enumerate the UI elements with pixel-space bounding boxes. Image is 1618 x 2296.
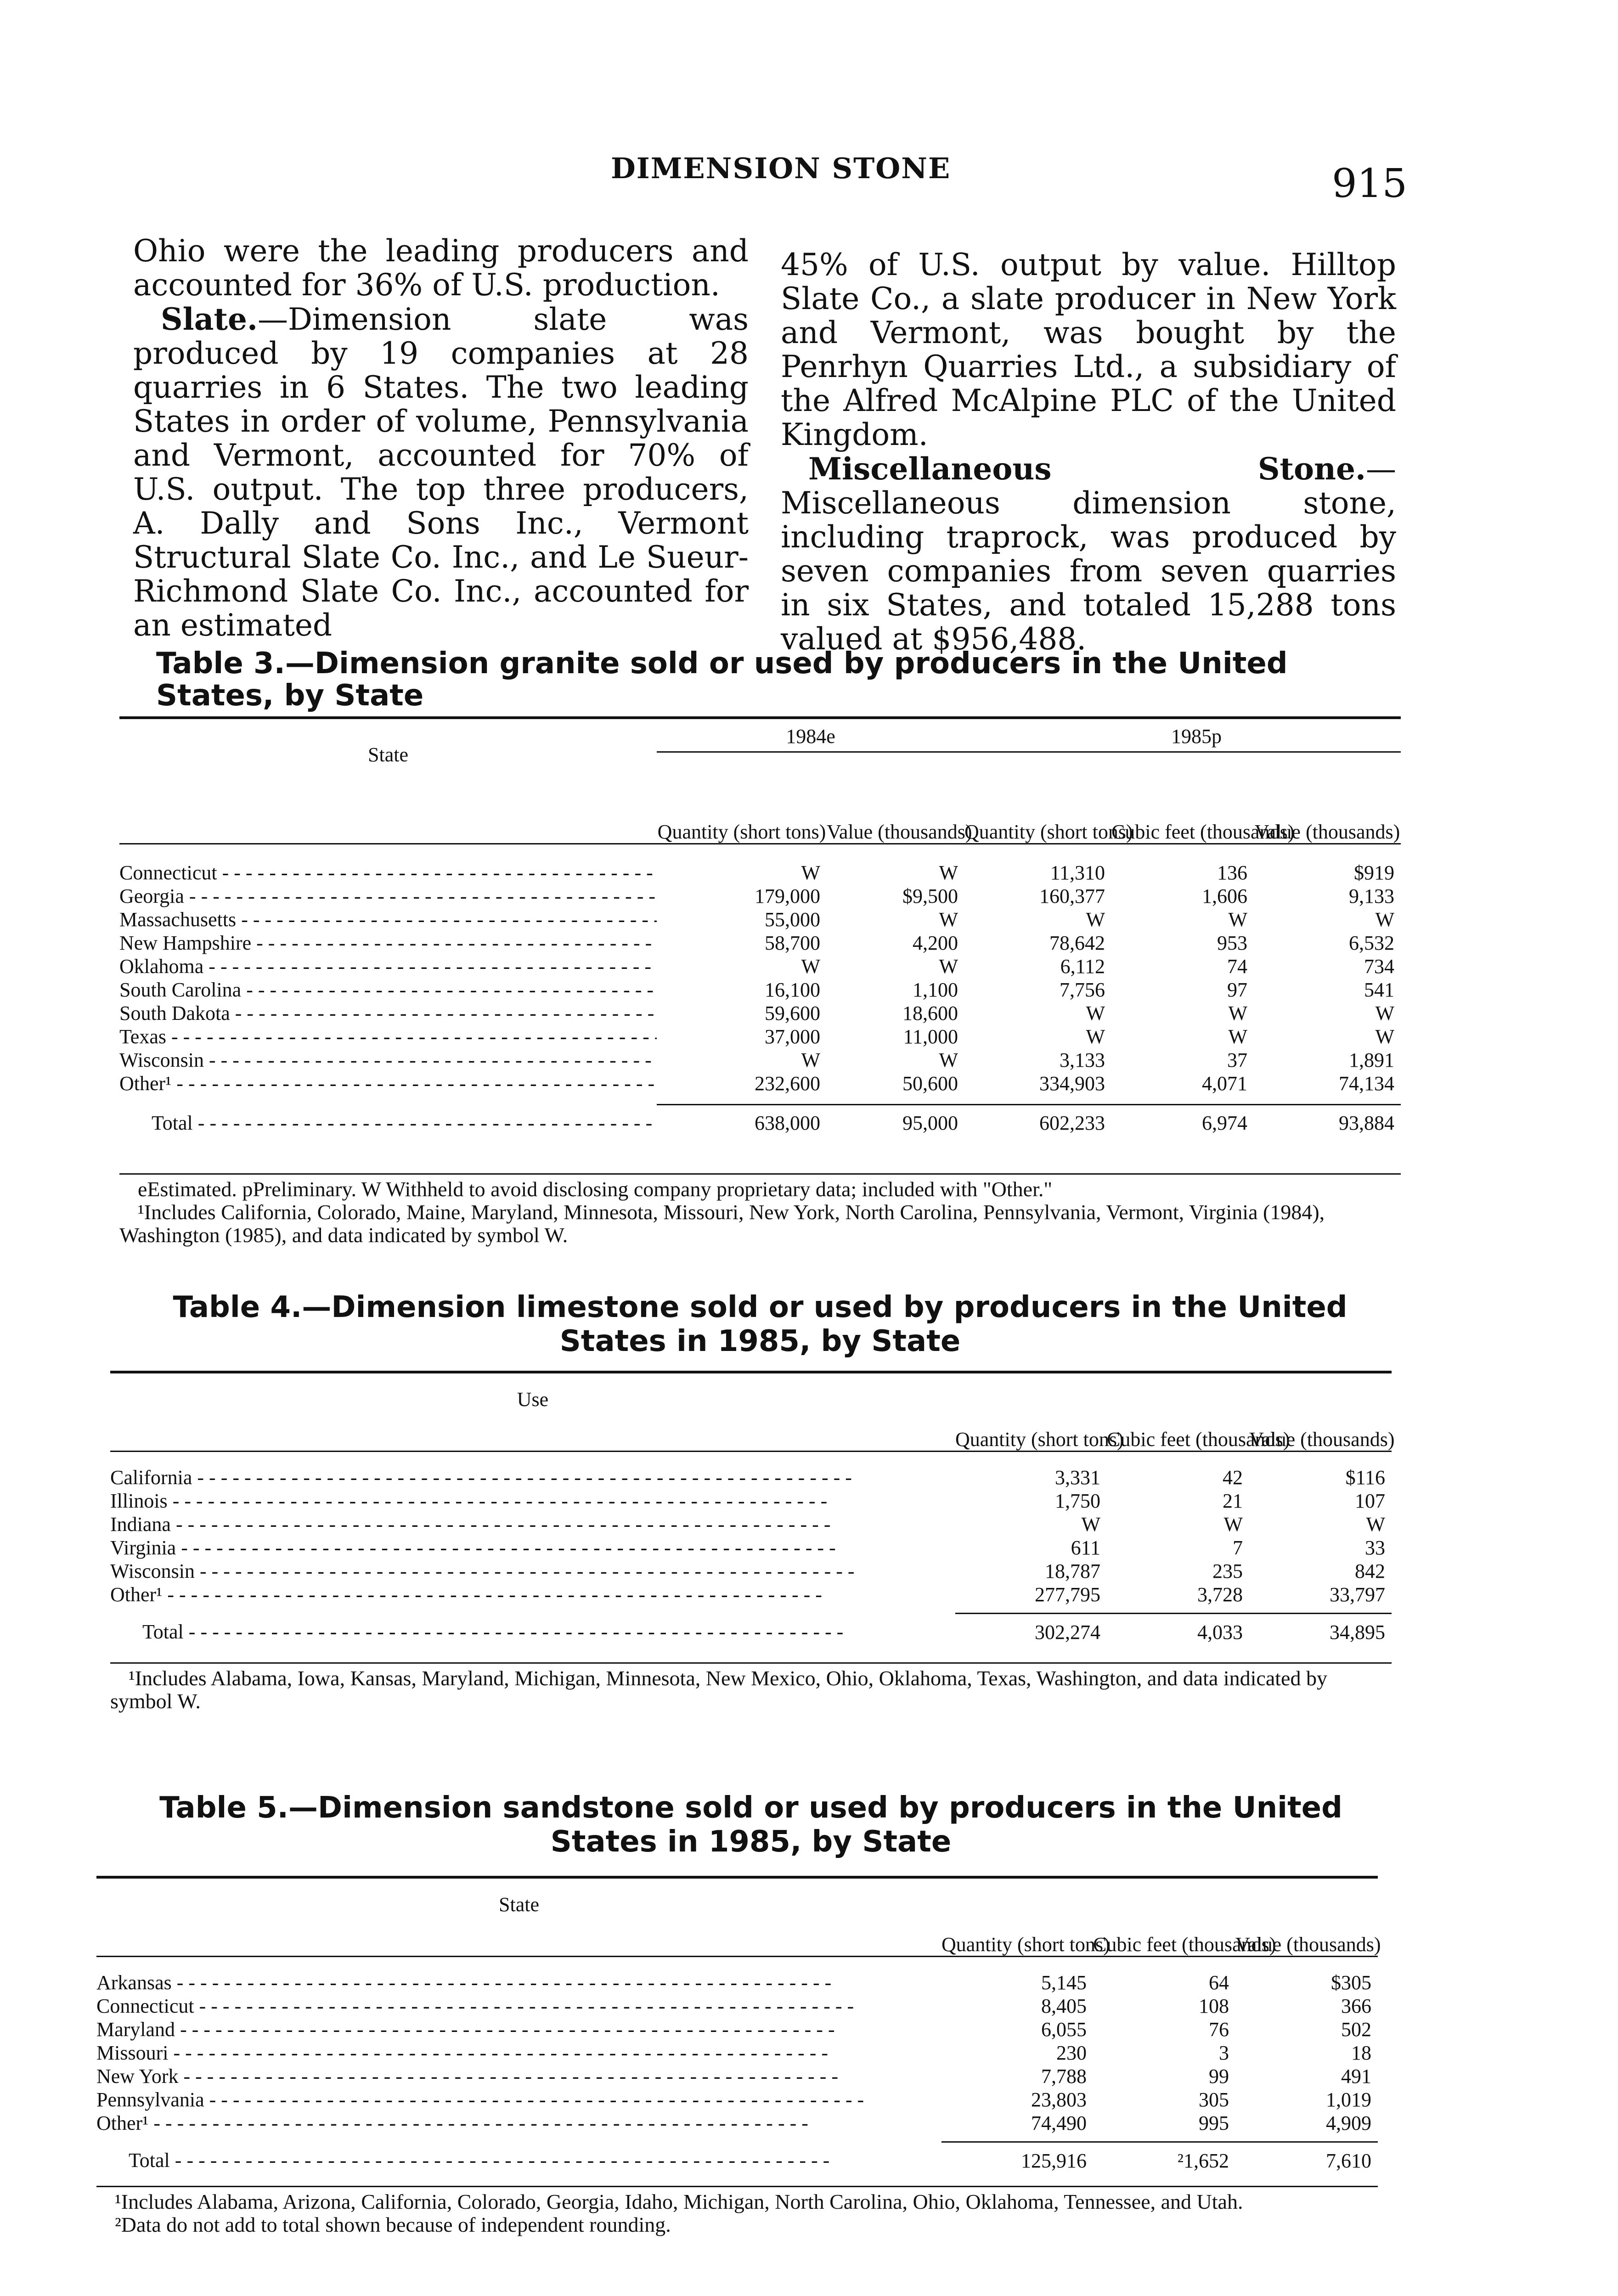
table3-footnote: eEstimated. pPreliminary. W Withheld to avoid disclosing company proprietary data; included with "Other." (138, 1177, 1053, 1201)
table3-label-cell (119, 931, 657, 955)
table4-cell: 1,750 (1055, 1489, 1100, 1512)
table3-cell: 74,134 (1339, 1072, 1395, 1095)
table5-cell: 8,405 (1041, 1994, 1087, 2017)
table4-row-label: Other¹ - - - (110, 1583, 822, 1606)
table3-footnote: ¹Includes California, Colorado, Maine, Maryland, Minnesota, Missouri, New York, North Carolina, Pennsylvania, Vermont, Virginia (1984), Washington (1985), and data indicated by symbol W. (119, 1200, 1325, 1247)
table4-label-cell (110, 1513, 955, 1536)
table3-total-label: Total - - - (152, 1112, 657, 1134)
table4-col-quantity: Quantity (short tons) (955, 1428, 1124, 1451)
table3-cell: 18,600 (902, 1002, 958, 1024)
table4-label-cell (110, 1466, 955, 1489)
table4-cell: 107 (1355, 1489, 1385, 1512)
table3-cell: 78,642 (1049, 932, 1105, 954)
misc-text: —Miscellaneous dimension stone, including traprock, was produced by seven companies from seven quarries in six States, and totaled 15,288 tons valued at $956,488. (781, 451, 1396, 657)
table3-cell: 232,600 (755, 1072, 820, 1095)
table3-cell: W (1228, 908, 1247, 931)
table3-cell: 50,600 (902, 1072, 958, 1095)
table3-cell: 1,100 (913, 979, 958, 1001)
table3-row-label: Texas - - - (119, 1025, 657, 1048)
table4-cell: W (1081, 1513, 1100, 1536)
table3-cell: W (1228, 1002, 1247, 1024)
table5-label-cell (96, 2088, 941, 2111)
table4-total-cell: 302,274 (1035, 1621, 1100, 1643)
slate-heading: Slate. (161, 301, 258, 337)
table3-col-cubic-1985: Cubic feet (thousands) (1111, 821, 1295, 843)
table5-total-cell: ²1,652 (1177, 2149, 1229, 2172)
table5-row (96, 2018, 1378, 2041)
table5-footnotes (96, 2190, 1378, 2236)
table5-row (96, 2088, 1378, 2111)
table5 (96, 1887, 1381, 2179)
table3-cell: W (1228, 1025, 1247, 1048)
slate-text: —Dimension slate was produced by 19 companies at 28 quarries in 6 States. The two leading States in order of volume, Pennsylvania and Vermont, accounted for 70% of U.S. output. The top three producers, A. Dally and Sons Inc., Vermont Structural Slate Co. Inc., and Le Sueur-Richmond Slate Co. Inc., accounted for an estimated (133, 302, 749, 643)
right-column (781, 248, 1396, 656)
table4-row-label: California - - - (110, 1466, 852, 1489)
table5-cell: 23,803 (1031, 2088, 1087, 2111)
table5-cell: 3 (1219, 2041, 1229, 2064)
table4-label-cell (110, 1583, 955, 1606)
table5-cell: 305 (1199, 2088, 1229, 2111)
table5-row (96, 1971, 1378, 1994)
table3-label-cell (119, 861, 657, 884)
table5-total-cell: 125,916 (1021, 2149, 1087, 2172)
table5-cell: 74,490 (1031, 2111, 1087, 2134)
paragraph-misc (781, 452, 1396, 656)
table3-cell: 953 (1217, 932, 1247, 954)
table3-cell: W (801, 1049, 820, 1071)
table5-cell: 5,145 (1041, 1971, 1087, 1994)
table3-cell: W (939, 955, 958, 978)
table4-row-label: Virginia - - - (110, 1536, 836, 1559)
table5-cell: 64 (1209, 1971, 1229, 1994)
table3-cell: 6,532 (1349, 932, 1395, 954)
table5-cell: 4,909 (1326, 2111, 1371, 2134)
table3-cell: 4,200 (913, 932, 958, 954)
table3 (119, 726, 1401, 1141)
table4-cell: 7 (1233, 1536, 1243, 1559)
table5-row (96, 1994, 1378, 2018)
table3-cell: 4,071 (1202, 1072, 1247, 1095)
table3-title: Table 3.—Dimension granite sold or used by producers in the United States, by State (156, 647, 1288, 713)
table3-cell: 334,903 (1039, 1072, 1105, 1095)
table5-col-value: Value (thousands) (1235, 1933, 1381, 1956)
running-header: DIMENSION STONE (611, 152, 951, 185)
table5-col-quantity: Quantity (short tons) (941, 1933, 1110, 1956)
table3-col-quantity-1984: Quantity (short tons) (657, 821, 826, 843)
table5-row-label: New York - - - (96, 2065, 838, 2088)
table3-cell: 6,112 (1060, 955, 1105, 978)
table3-row (119, 978, 1401, 1002)
table3-col-value-1985: Value (thousands) (1254, 821, 1400, 843)
left-column (133, 234, 749, 642)
table5-row-label: Maryland - - - (96, 2018, 835, 2041)
table5-label-cell (96, 2111, 941, 2135)
table3-col-value-1984: Value (thousands) (827, 821, 972, 843)
table3-cell: 74 (1227, 955, 1247, 978)
page-number: 915 (1332, 161, 1408, 207)
table5-label-cell (96, 2018, 941, 2041)
table3-row (119, 908, 1401, 931)
table3-total-cell: 6,974 (1202, 1112, 1247, 1135)
table4-row (110, 1489, 1392, 1513)
table4-total-cell: 4,033 (1197, 1621, 1243, 1643)
table4-footnote: ¹Includes Alabama, Iowa, Kansas, Maryland, Michigan, Minnesota, New Mexico, Ohio, Oklahoma, Texas, Washington, and data indicated by symbol W. (110, 1666, 1327, 1713)
table4-row (110, 1513, 1392, 1536)
table3-cell: W (1375, 908, 1395, 931)
table5-cell: 76 (1209, 2018, 1229, 2041)
table5-row-label: Missouri - - - (96, 2042, 828, 2064)
table3-cell: W (1086, 1025, 1105, 1048)
table3-cell: W (939, 861, 958, 884)
table5-row-label: Arkansas - - - (96, 1971, 831, 1994)
table3-row-label: Other¹ - - - (119, 1072, 657, 1095)
table3-cell: $9,500 (902, 885, 958, 907)
table3-row-label: South Dakota - - - (119, 1002, 657, 1024)
table3-row-label: New Hampshire - - - (119, 932, 657, 954)
table3-label-cell (119, 1002, 657, 1025)
table3-row-label: Massachusetts - - - (119, 908, 657, 931)
table4-label-cell (110, 1559, 955, 1583)
table5-row (96, 2065, 1378, 2088)
table5-cell: 230 (1056, 2041, 1087, 2064)
table5-row (96, 2111, 1378, 2135)
table5-cell: 502 (1341, 2018, 1371, 2041)
table3-total-cell: 93,884 (1339, 1112, 1395, 1135)
table3-cell: 58,700 (765, 932, 820, 954)
table3-top-rule (119, 716, 1401, 719)
table5-total-label: Total - - - (129, 2149, 829, 2172)
table3-row-label: Wisconsin - - - (119, 1049, 657, 1071)
table3-cell: 37,000 (765, 1025, 820, 1048)
table5-cell: $305 (1331, 1971, 1371, 1994)
table5-label-cell (96, 2041, 941, 2065)
table5-total-cell: 7,610 (1326, 2149, 1371, 2172)
table3-cell: W (1086, 908, 1105, 931)
table5-label-cell (96, 2065, 941, 2088)
table5-state-header: State (499, 1893, 539, 1916)
table3-cell: 11,310 (1050, 861, 1105, 884)
table3-year-1984: 1984e (657, 726, 964, 752)
table5-title: Table 5.—Dimension sandstone sold or used by producers in the United States in 1985, by State (159, 1791, 1342, 1859)
table5-label-cell (96, 1971, 941, 1994)
table4-cell: 235 (1212, 1559, 1243, 1582)
table3-state-header: State (368, 743, 408, 766)
table4-total-label: Total - - - (142, 1621, 843, 1643)
paragraph-slate (133, 302, 749, 642)
table3-total-row (119, 1104, 1401, 1141)
table3-cell: W (801, 861, 820, 884)
table4-top-rule (110, 1371, 1392, 1373)
table3-cell: W (939, 1049, 958, 1071)
table5-label-cell (96, 1994, 941, 2018)
table4-col-value: Value (thousands) (1249, 1428, 1395, 1451)
table3-row (119, 1048, 1401, 1072)
table3-cell: 16,100 (765, 979, 820, 1001)
table3-cell: W (1375, 1002, 1395, 1024)
table3-row (119, 1002, 1401, 1025)
table3-row (119, 1072, 1401, 1095)
table3-cell: 11,000 (903, 1025, 958, 1048)
table3-label-cell (119, 1072, 657, 1095)
table3-label-cell (119, 1048, 657, 1072)
table3-col-quantity-1985: Quantity (short tons) (964, 821, 1133, 843)
paragraph-hilltop: 45% of U.S. output by value. Hilltop Slate Co., a slate producer in New York and Vermont, was bought by the Penrhyn Quarries Ltd., a subsidiary of the Alfred McAlpine PLC of the United Kingdom. (781, 247, 1396, 452)
table3-cell: 3,133 (1060, 1049, 1105, 1071)
table3-label-cell (119, 1025, 657, 1048)
table3-row (119, 884, 1401, 908)
table3-label-cell (119, 908, 657, 931)
table5-cell: 366 (1341, 1994, 1371, 2017)
table3-cell: 541 (1364, 979, 1395, 1001)
table5-cell: 108 (1199, 1994, 1229, 2017)
table3-row (119, 1025, 1401, 1048)
table3-cell: 7,756 (1060, 979, 1105, 1001)
table3-cell: W (801, 955, 820, 978)
table3-cell: 160,377 (1039, 885, 1105, 907)
table5-cell: 995 (1199, 2111, 1229, 2134)
table3-cell: 179,000 (755, 885, 820, 907)
table4-title: Table 4.—Dimension limestone sold or used by producers in the United States in 1985, by State (173, 1290, 1347, 1358)
table4-cell: W (1223, 1513, 1243, 1536)
table3-cell: 37 (1227, 1049, 1247, 1071)
table3-cell: 55,000 (765, 908, 820, 931)
table4-row-label: Indiana - - - (110, 1513, 830, 1536)
table3-cell: 97 (1227, 979, 1247, 1001)
table3-row (119, 931, 1401, 955)
table4-cell: 33,797 (1330, 1583, 1385, 1606)
table4-cell: 842 (1355, 1559, 1385, 1582)
table5-top-rule (96, 1876, 1378, 1879)
table5-total-row (96, 2142, 1378, 2179)
table4-cell: 21 (1223, 1489, 1243, 1512)
table5-footnote: ²Data do not add to total shown because of independent rounding. (115, 2213, 671, 2236)
table5-cell: 7,788 (1041, 2065, 1087, 2088)
table4-cell: W (1366, 1513, 1385, 1536)
table4-use-header: Use (517, 1388, 549, 1411)
table5-cell: 1,019 (1326, 2088, 1371, 2111)
table4-cell: 277,795 (1035, 1583, 1100, 1606)
paragraph-ohio: Ohio were the leading producers and accounted for 36% of U.S. production. (133, 233, 749, 303)
table3-row (119, 955, 1401, 978)
table5-col-cubic: Cubic feet (thousands) (1093, 1933, 1276, 1956)
table3-cell: 1,891 (1349, 1049, 1395, 1071)
table4-cell: $116 (1345, 1466, 1385, 1489)
table3-total-cell: 95,000 (902, 1112, 958, 1135)
table3-cell: W (1086, 1002, 1105, 1024)
table3-row-label: Georgia - - - (119, 885, 657, 907)
table3-bottom-rule (119, 1173, 1401, 1175)
table4-label-cell (110, 1489, 955, 1513)
table3-row-label: South Carolina - - - (119, 979, 657, 1001)
table4-cell: 3,331 (1055, 1466, 1100, 1489)
table4-row (110, 1559, 1392, 1583)
table4-cell: 3,728 (1197, 1583, 1243, 1606)
table3-row-label: Connecticut - - - (119, 861, 657, 884)
table5-cell: 18 (1351, 2041, 1371, 2064)
table4-total-cell: 34,895 (1330, 1621, 1385, 1643)
table3-label-cell (119, 955, 657, 978)
table5-row-label: Other¹ - - - (96, 2112, 808, 2134)
table4-row-label: Illinois - - - (110, 1490, 827, 1512)
table5-row-label: Pennsylvania - - - (96, 2088, 864, 2111)
table3-total-cell: 602,233 (1039, 1112, 1105, 1135)
table3-cell: W (939, 908, 958, 931)
table3-cell: 59,600 (765, 1002, 820, 1024)
table5-bottom-rule (96, 2186, 1378, 2187)
table3-label-cell (119, 884, 657, 908)
table4-col-cubic: Cubic feet (thousands) (1107, 1428, 1290, 1451)
table4 (110, 1382, 1395, 1650)
table3-row-label: Oklahoma - - - (119, 955, 657, 978)
table3-footnotes (119, 1178, 1401, 1247)
table4-footnotes (110, 1667, 1392, 1713)
table5-row (96, 2041, 1378, 2065)
table3-year-1985: 1985p (964, 726, 1401, 752)
table4-cell: 33 (1365, 1536, 1385, 1559)
table5-row-label: Connecticut - - - (96, 1995, 854, 2017)
table4-cell: 18,787 (1045, 1559, 1100, 1582)
table5-footnote: ¹Includes Alabama, Arizona, California, Colorado, Georgia, Idaho, Michigan, North Carolina, Ohio, Oklahoma, Tennessee, and Utah. (115, 2190, 1243, 2213)
table4-row (110, 1466, 1392, 1489)
misc-heading: Miscellaneous Stone. (808, 451, 1366, 487)
table4-label-cell (110, 1536, 955, 1559)
table5-cell: 99 (1209, 2065, 1229, 2088)
table3-cell: 1,606 (1202, 885, 1247, 907)
table4-row (110, 1536, 1392, 1559)
table3-cell: 136 (1217, 861, 1247, 884)
table3-row (119, 861, 1401, 884)
table5-cell: 491 (1341, 2065, 1371, 2088)
table3-total-cell: 638,000 (755, 1112, 820, 1135)
table5-cell: 6,055 (1041, 2018, 1087, 2041)
table3-cell: 9,133 (1349, 885, 1395, 907)
table3-cell: 734 (1364, 955, 1395, 978)
table4-row-label: Wisconsin - - - (110, 1560, 855, 1582)
table3-label-cell (119, 978, 657, 1002)
table4-cell: 42 (1223, 1466, 1243, 1489)
table4-cell: 611 (1071, 1536, 1100, 1559)
table4-row (110, 1583, 1392, 1606)
table3-cell: $919 (1354, 861, 1395, 884)
table3-cell: W (1375, 1025, 1395, 1048)
table4-bottom-rule (110, 1662, 1392, 1664)
table4-total-row (110, 1614, 1392, 1650)
